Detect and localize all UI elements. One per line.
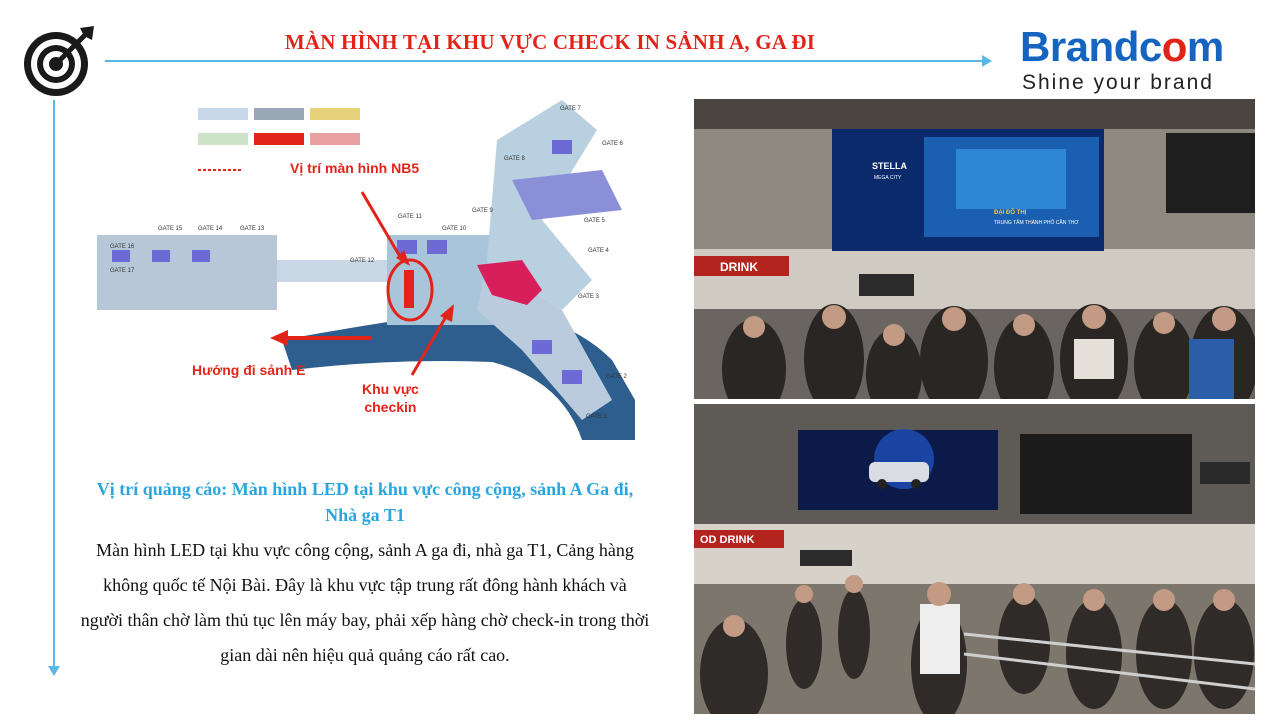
caption-title: Vị trí quảng cáo: Màn hình LED tại khu vực công cộng, sảnh A Ga đi, Nhà ga T1 bbox=[96, 479, 634, 525]
ad-sub: MEGA CITY bbox=[874, 175, 902, 181]
vertical-divider bbox=[53, 100, 55, 668]
svg-text:GATE 11: GATE 11 bbox=[398, 214, 422, 220]
title-arrow-icon bbox=[982, 55, 992, 67]
svg-text:GATE 8: GATE 8 bbox=[504, 156, 525, 162]
photo-checkin-area-2 bbox=[694, 404, 1255, 714]
title-divider bbox=[105, 60, 985, 62]
svg-text:GATE 4: GATE 4 bbox=[588, 248, 609, 254]
photo-checkin-area-1 bbox=[694, 99, 1255, 399]
svg-text:GATE 7: GATE 7 bbox=[560, 106, 581, 112]
ad-line1: ĐẠI ĐÔ THỊ bbox=[994, 210, 1027, 216]
caption-body: Màn hình LED tại khu vực công cộng, sảnh A ga đi, nhà ga T1, Cảng hàng không quốc tế Nội Bài. Đây là khu vực tập trung rất đông hành khách và người thân chờ làm thủ tục lên máy bay, phải xếp hàng chờ check-in trong thời gian dài nên hiệu quả quảng cáo rất cao. bbox=[80, 540, 650, 665]
map-label-checkin: Khu vực checkin bbox=[362, 381, 419, 415]
map-label-screen: Vị trí màn hình NB5 bbox=[290, 160, 420, 176]
svg-text:GATE 10: GATE 10 bbox=[442, 226, 467, 232]
brand-tagline: Shine your brand bbox=[1022, 71, 1214, 94]
brand-logo: Brandcom bbox=[1020, 23, 1224, 70]
terminal-map bbox=[92, 100, 635, 440]
page-title: MÀN HÌNH TẠI KHU VỰC CHECK IN SẢNH A, GA ĐI bbox=[284, 30, 816, 54]
ad-line2: TRUNG TÂM THÀNH PHỐ CẦN THƠ bbox=[994, 220, 1079, 226]
svg-text:GATE 6: GATE 6 bbox=[602, 141, 623, 147]
svg-text:GATE 16: GATE 16 bbox=[110, 244, 135, 250]
svg-text:GATE 15: GATE 15 bbox=[158, 226, 183, 232]
svg-text:GATE 3: GATE 3 bbox=[578, 294, 599, 300]
down-arrow-icon bbox=[48, 666, 60, 676]
svg-text:GATE 1: GATE 1 bbox=[586, 414, 607, 420]
svg-text:GATE 13: GATE 13 bbox=[240, 226, 265, 232]
target-logo-icon bbox=[20, 24, 96, 100]
map-label-direction: Hướng đi sảnh E bbox=[192, 362, 306, 378]
ad-brand: STELLA bbox=[872, 161, 907, 171]
svg-text:GATE 12: GATE 12 bbox=[350, 258, 375, 264]
svg-text:GATE 17: GATE 17 bbox=[110, 268, 135, 274]
svg-text:GATE 2: GATE 2 bbox=[606, 374, 627, 380]
shop-sign-1: DRINK bbox=[720, 260, 758, 274]
svg-text:GATE 14: GATE 14 bbox=[198, 226, 223, 232]
svg-text:GATE 5: GATE 5 bbox=[584, 218, 605, 224]
svg-text:GATE 9: GATE 9 bbox=[472, 208, 493, 214]
shop-sign-2: OD DRINK bbox=[700, 534, 755, 546]
